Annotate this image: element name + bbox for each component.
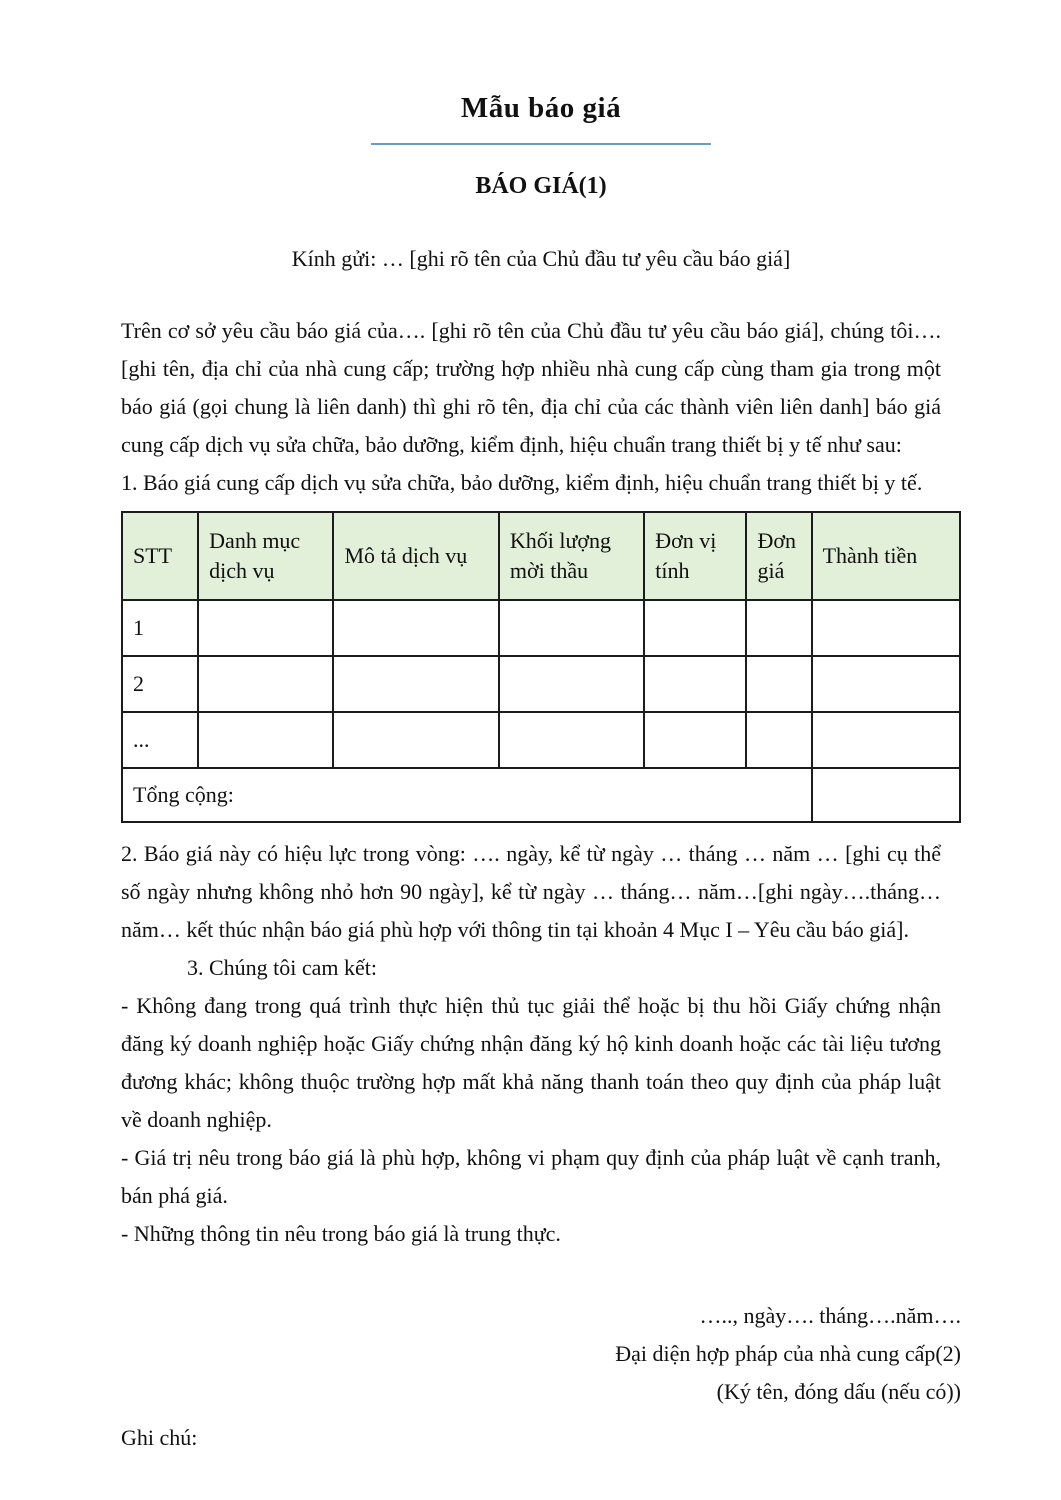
empty-cell xyxy=(499,712,644,768)
salutation-line: Kính gửi: … [ghi rõ tên của Chủ đầu tư yêu cầu báo giá] xyxy=(291,246,791,271)
empty-cell xyxy=(333,600,498,656)
empty-cell xyxy=(198,656,333,712)
empty-cell xyxy=(198,600,333,656)
table-row xyxy=(122,656,960,712)
item3-heading: 3. Chúng tôi cam kết: xyxy=(187,955,378,980)
table-row xyxy=(122,712,960,768)
row-number-cell: 1 xyxy=(122,600,198,656)
empty-cell xyxy=(746,656,811,712)
title-divider xyxy=(371,143,711,145)
header-cell-khoi-luong: Khối lượng mời thầu xyxy=(499,512,644,600)
signature-date-line: ….., ngày…. tháng….năm…. xyxy=(699,1303,961,1328)
row-number-cell: 2 xyxy=(122,656,198,712)
empty-cell xyxy=(333,712,498,768)
commitment-paragraph: - Những thông tin nêu trong báo giá là trung thực. xyxy=(121,1221,561,1246)
header-cell-thanh-tien: Thành tiền xyxy=(812,512,960,600)
header-cell-mo-ta: Mô tả dịch vụ xyxy=(333,512,498,600)
row-number-cell: ... xyxy=(122,712,198,768)
empty-cell xyxy=(333,656,498,712)
signature-sign-note-line: (Ký tên, đóng dấu (nếu có)) xyxy=(716,1379,961,1404)
table-total-row xyxy=(122,768,960,822)
total-label-cell: Tổng cộng: xyxy=(122,768,812,822)
signature-representative-line: Đại diện hợp pháp của nhà cung cấp(2) xyxy=(615,1341,961,1366)
empty-cell xyxy=(746,600,811,656)
intro-paragraph: Trên cơ sở yêu cầu báo giá của…. [ghi rõ tên của Chủ đầu tư yêu cầu báo giá], chúng tôi….[ghi tên, địa chỉ của nhà cung cấp; trường hợp nhiều nhà cung cấp cùng tham gia trong một báo giá (gọi chung là liên danh) thì ghi rõ tên, địa chỉ của các thành viên liên danh] báo giá cung cấp dịch vụ sửa chữa, bảo dưỡng, kiểm định, hiệu chuẩn trang thiết bị y tế như sau: xyxy=(121,318,941,457)
table-row xyxy=(122,600,960,656)
empty-cell xyxy=(644,600,746,656)
empty-cell xyxy=(499,656,644,712)
commitment-paragraph: - Không đang trong quá trình thực hiện thủ tục giải thể hoặc bị thu hồi Giấy chứng nhận đăng ký doanh nghiệp hoặc Giấy chứng nhận đăng ký hộ kinh doanh hoặc các tài liệu tương đương khác; không thuộc trường hợp mất khả năng thanh toán theo quy định của pháp luật về doanh nghiệp. xyxy=(121,993,941,1132)
commitment-paragraph: - Giá trị nêu trong báo giá là phù hợp, không vi phạm quy định của pháp luật về cạnh tranh, bán phá giá. xyxy=(121,1145,941,1208)
empty-cell xyxy=(812,600,960,656)
page-title: Mẫu báo giá xyxy=(460,92,622,124)
quotation-table xyxy=(121,511,961,823)
empty-cell xyxy=(644,712,746,768)
empty-cell xyxy=(746,712,811,768)
header-cell-don-vi: Đơn vị tính xyxy=(644,512,746,600)
empty-cell xyxy=(812,656,960,712)
table-header-row xyxy=(122,512,960,600)
empty-cell xyxy=(198,712,333,768)
item1-paragraph: 1. Báo giá cung cấp dịch vụ sửa chữa, bảo dưỡng, kiểm định, hiệu chuẩn trang thiết bị y tế. xyxy=(121,470,923,495)
header-cell-danh-muc: Danh mục dịch vụ xyxy=(198,512,333,600)
total-amount-cell xyxy=(812,768,960,822)
empty-cell xyxy=(812,712,960,768)
header-cell-don-gia: Đơn giá xyxy=(746,512,811,600)
header-cell-stt: STT xyxy=(122,512,198,600)
item2-paragraph: 2. Báo giá này có hiệu lực trong vòng: …. ngày, kể từ ngày … tháng … năm … [ghi cụ thể số ngày nhưng không nhỏ hơn 90 ngày], kể từ ngày … tháng… năm…[ghi ngày….tháng…năm… kết thúc nhận báo giá phù hợp với thông tin tại khoản 4 Mục I – Yêu cầu báo giá]. xyxy=(121,841,941,942)
signature-block xyxy=(121,1297,961,1411)
note-label: Ghi chú: xyxy=(121,1425,198,1450)
form-title: BÁO GIÁ(1) xyxy=(475,173,607,199)
empty-cell xyxy=(499,600,644,656)
empty-cell xyxy=(644,656,746,712)
